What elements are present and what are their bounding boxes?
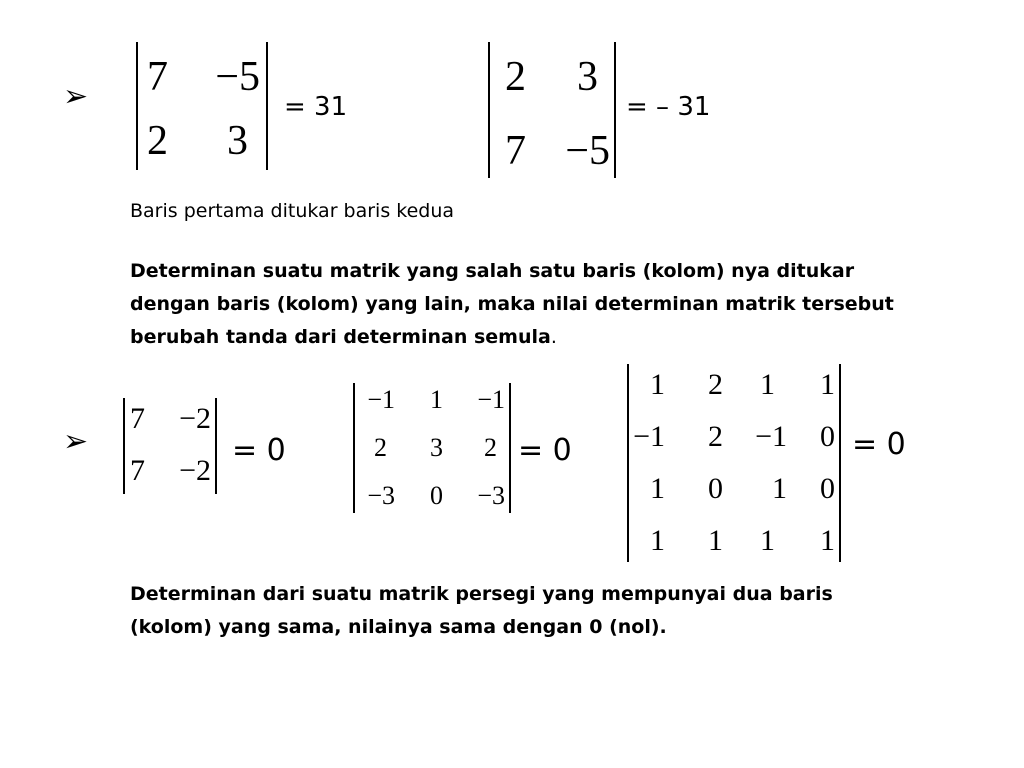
matrix-cell: −1: [367, 385, 395, 414]
matrix-cell: 0: [430, 481, 443, 510]
matrix-cell: −1: [477, 385, 505, 414]
determinant-b-result: = – 31: [626, 92, 711, 122]
matrix-cell: 1: [650, 368, 665, 401]
matrix-cell: −3: [367, 481, 395, 510]
matrix-cell: 2: [484, 433, 497, 462]
row-swap-rule-text: Determinan suatu matrik yang salah satu baris (kolom) nya ditukar dengan baris (kolom) yang lain, maka nilai determinan matrik tersebut berubah tanda dari determinan semula: [130, 260, 894, 348]
matrix-cell: 7: [130, 402, 145, 435]
determinant-d: [353, 383, 511, 513]
matrix-cell: 0: [820, 420, 835, 453]
matrix-cell: 7: [505, 128, 526, 174]
matrix-cell: 1: [650, 472, 665, 505]
matrix-cell: 2: [708, 420, 723, 453]
matrix-cell: −1: [755, 420, 787, 453]
determinant-d-result: = 0: [518, 433, 572, 468]
identical-rows-rule: Determinan dari suatu matrik persegi yang mempunyai dua baris (kolom) yang sama, nilainya sama dengan 0 (nol).: [130, 583, 833, 638]
matrix-cell: 1: [772, 472, 787, 505]
matrix-cell: 1: [820, 524, 835, 557]
matrix-cell: 7: [130, 454, 145, 487]
swap-caption: Baris pertama ditukar baris kedua: [130, 200, 455, 222]
matrix-cell: 1: [760, 524, 775, 557]
matrix-cell: 2: [505, 54, 526, 100]
row-swap-rule-period: .: [550, 326, 557, 348]
matrix-cell: 3: [227, 118, 248, 164]
matrix-cell: 0: [820, 472, 835, 505]
determinant-e: [627, 364, 841, 562]
matrix-cell: 1: [820, 368, 835, 401]
matrix-cell: −3: [477, 481, 505, 510]
matrix-cell: −2: [179, 402, 211, 435]
matrix-cell: −5: [215, 54, 260, 100]
matrix-cell: 2: [708, 368, 723, 401]
determinant-e-result: = 0: [852, 427, 906, 462]
matrix-cell: 2: [147, 118, 168, 164]
determinant-a: [136, 42, 268, 170]
matrix-cell: 1: [708, 524, 723, 557]
matrix-cell: 1: [430, 385, 443, 414]
matrix-cell: 3: [577, 54, 598, 100]
matrix-cell: −5: [565, 128, 610, 174]
bullet-arrow-icon: ➢: [63, 424, 89, 459]
determinant-b: [488, 42, 616, 178]
matrix-cell: 7: [147, 54, 168, 100]
matrix-cell: 2: [374, 433, 387, 462]
matrix-cell: 3: [430, 433, 443, 462]
matrix-cell: 1: [650, 524, 665, 557]
bullet-arrow-icon: ➢: [63, 79, 89, 114]
row-swap-rule: [130, 255, 930, 354]
determinant-c-result: = 0: [232, 433, 286, 468]
determinant-a-result: = 31: [284, 92, 348, 122]
determinant-c: [123, 398, 217, 494]
matrix-cell: −1: [633, 420, 665, 453]
matrix-cell: −2: [179, 454, 211, 487]
matrix-cell: 0: [708, 472, 723, 505]
matrix-cell: 1: [760, 368, 775, 401]
